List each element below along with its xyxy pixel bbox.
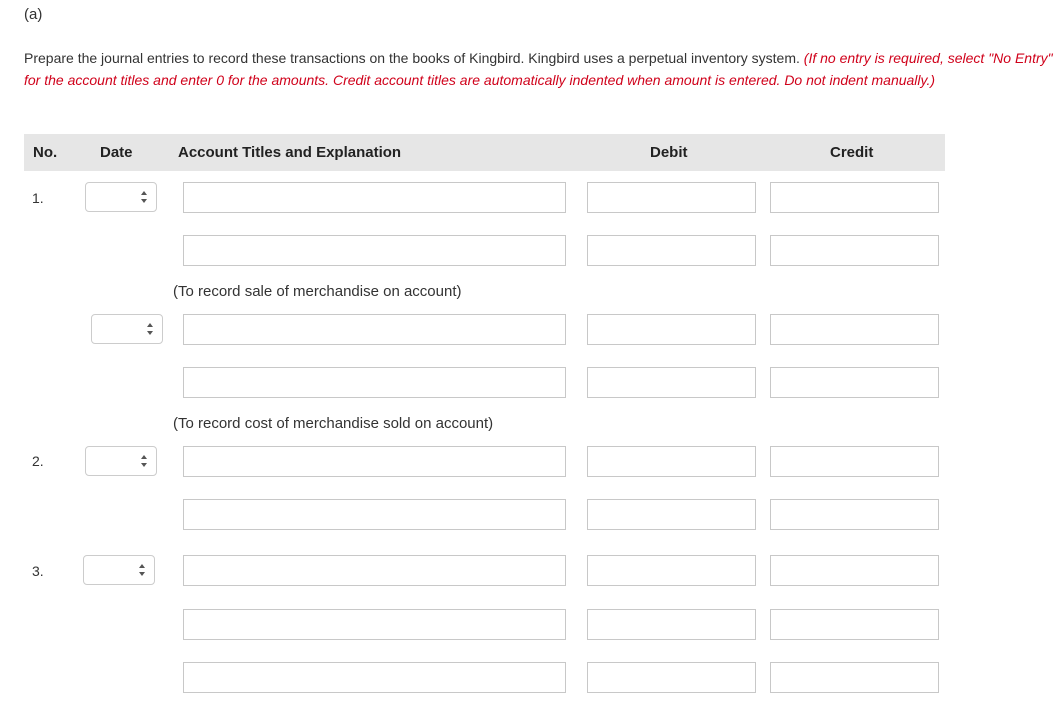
debit-input[interactable] [587,609,756,640]
account-title-input[interactable] [183,235,566,266]
account-title-input[interactable] [183,367,566,398]
select-arrows-icon [139,563,145,577]
instructions-note: (If no entry is required, select "No Entry" for the account titles and enter 0 for the amounts. Credit account titles are automatically indented when amount is entered. Do not indent manually.) [24,50,1053,88]
account-title-input[interactable] [183,446,566,477]
account-title-input[interactable] [183,499,566,530]
account-title-input[interactable] [183,555,566,586]
entry-explanation: (To record cost of merchandise sold on account) [173,415,494,432]
part-label: (a) [24,6,43,23]
credit-input[interactable] [770,182,939,213]
date-select[interactable] [91,314,163,344]
account-title-input[interactable] [183,182,566,213]
select-arrows-icon [141,190,147,204]
date-select[interactable] [83,555,155,585]
journal-table-header [24,134,945,171]
credit-input[interactable] [770,446,939,477]
credit-input[interactable] [770,555,939,586]
date-select[interactable] [85,182,157,212]
entry-number: 1. [32,190,44,206]
header-no: No. [33,144,58,161]
header-debit: Debit [650,144,688,161]
credit-input[interactable] [770,609,939,640]
account-title-input[interactable] [183,662,566,693]
instructions-text: Prepare the journal entries to record these transactions on the books of Kingbird. Kingbird uses a perpetual inventory system. [24,50,804,66]
debit-input[interactable] [587,182,756,213]
select-arrows-icon [147,322,153,336]
debit-input[interactable] [587,235,756,266]
debit-input[interactable] [587,555,756,586]
select-arrows-icon [141,454,147,468]
credit-input[interactable] [770,662,939,693]
credit-input[interactable] [770,367,939,398]
debit-input[interactable] [587,499,756,530]
header-account: Account Titles and Explanation [178,144,402,161]
entry-number: 2. [32,453,44,469]
credit-input[interactable] [770,499,939,530]
entry-number: 3. [32,563,44,579]
header-credit: Credit [830,144,874,161]
instructions [24,47,1054,91]
account-title-input[interactable] [183,609,566,640]
debit-input[interactable] [587,662,756,693]
credit-input[interactable] [770,235,939,266]
credit-input[interactable] [770,314,939,345]
entry-explanation: (To record sale of merchandise on account) [173,283,462,300]
debit-input[interactable] [587,314,756,345]
debit-input[interactable] [587,446,756,477]
date-select[interactable] [85,446,157,476]
debit-input[interactable] [587,367,756,398]
header-date: Date [100,144,133,161]
account-title-input[interactable] [183,314,566,345]
